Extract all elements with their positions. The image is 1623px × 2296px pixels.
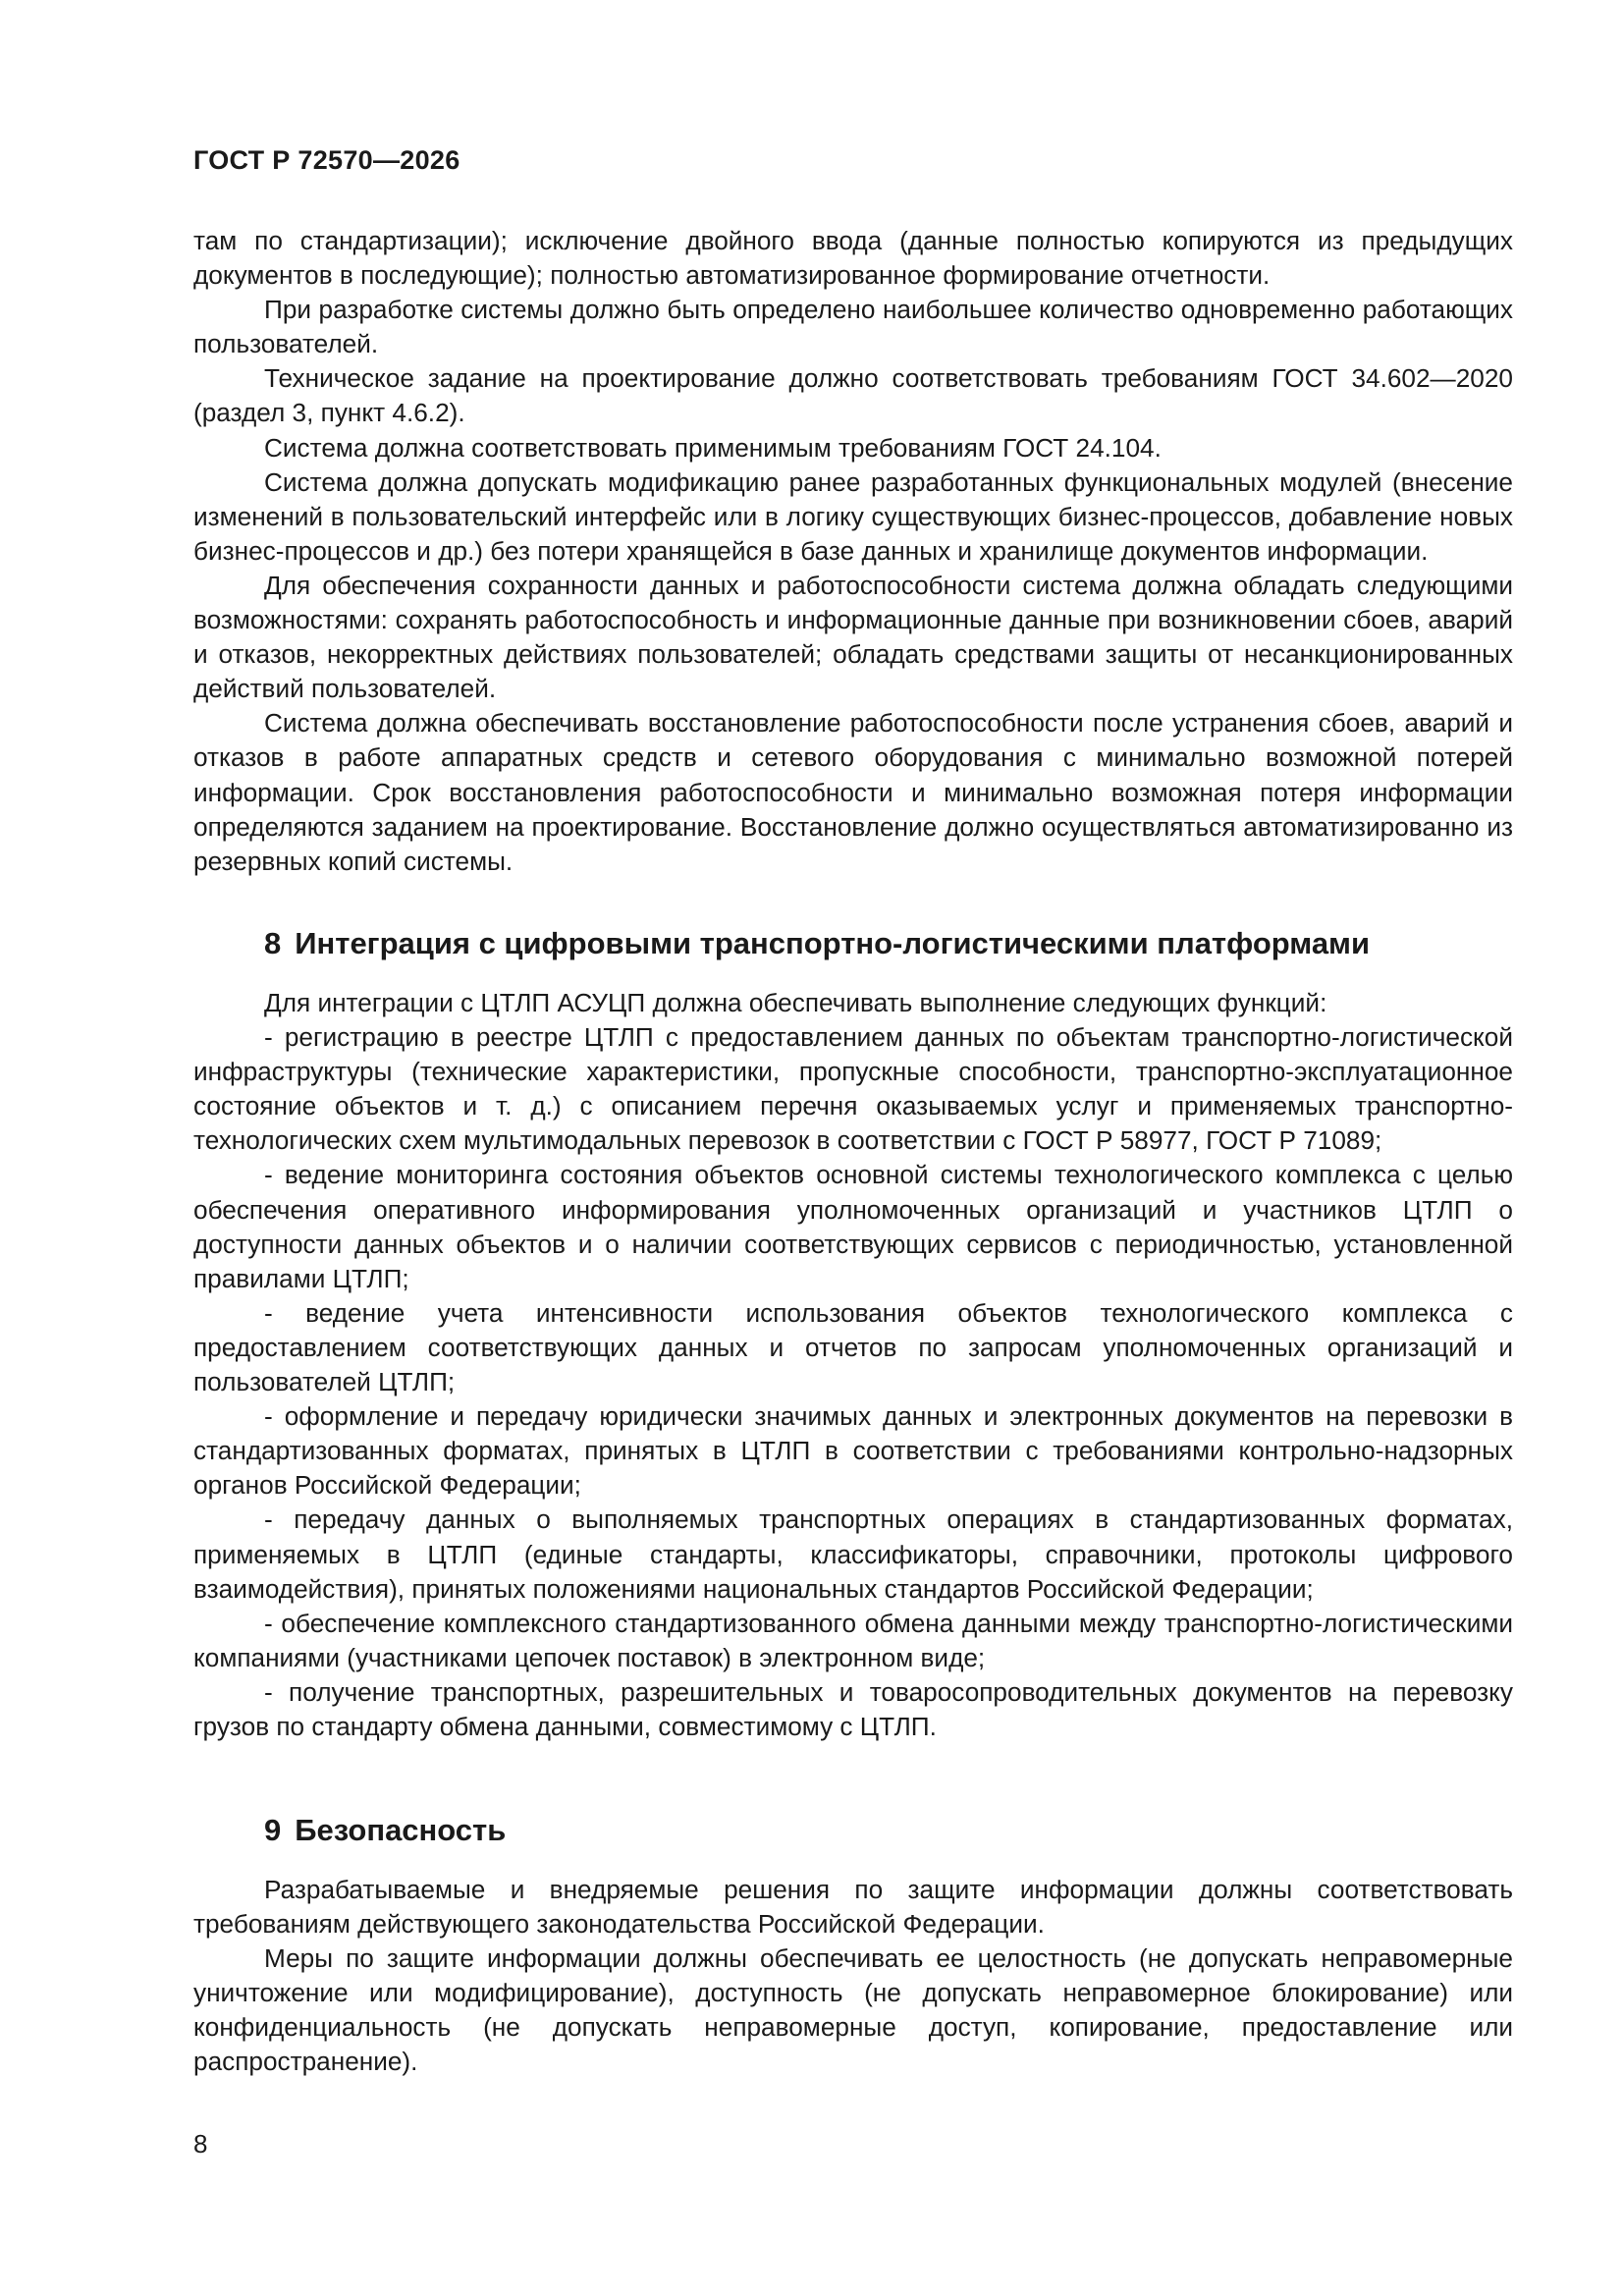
list-item: - передачу данных о выполняемых транспортных операциях в стандартизованных форматах, применяемых в ЦТЛП (единые стандарты, классификаторы, справочники, протоколы цифрового взаимодействия), принятых положениями национальных стандартов Российской Федерации; xyxy=(193,1504,1513,1604)
section-8-body xyxy=(193,986,1513,1744)
page-number: 8 xyxy=(193,2129,208,2159)
paragraph: Система должна соответствовать применимым требованиям ГОСТ 24.104. xyxy=(264,432,1162,463)
paragraph: Система должна допускать модификацию ранее разработанных функциональных модулей (внесение изменений в пользовательский интерфейс или в логику существующих бизнес-процессов, добавление новых бизнес-процессов и др.) без потери хранящейся в базе данных и хранилище документов информации. xyxy=(193,466,1513,566)
list-item: - обеспечение комплексного стандартизованного обмена данными между транспортно-логистическими компаниями (участниками цепочек поставок) в электронном виде; xyxy=(193,1608,1513,1672)
section-9-body xyxy=(193,1873,1513,2080)
paragraph: При разработке системы должно быть определено наибольшее количество одновременно работающих пользователей. xyxy=(193,295,1513,359)
section-7-continuation xyxy=(193,224,1513,879)
list-item: - ведение мониторинга состояния объектов основной системы технологического комплекса с целью обеспечения оперативного информирования уполномоченных организаций и участников ЦТЛП о доступности данных объектов и о наличии соответствующих сервисов с периодичностью, установленной правилами ЦТЛП; xyxy=(193,1160,1513,1293)
list-item: - ведение учета интенсивности использования объектов технологического комплекса с предоставлением соответствующих данных и отчетов по запросам уполномоченных организаций и пользователей ЦТЛП; xyxy=(193,1297,1513,1397)
section-title: Интеграция с цифровыми транспортно-логистическими платформами xyxy=(295,926,1371,960)
paragraph: Система должна обеспечивать восстановление работоспособности после устранения сбоев, аварий и отказов в работе аппаратных средств и сетевого оборудования с минимально возможной потерей информации. Срок восстановления работоспособности и минимально возможная потеря информации определяются заданием на проектирование. Восстановление должно осуществляться автоматизированно из резервных копий системы. xyxy=(193,708,1513,876)
section-8-heading xyxy=(264,928,1370,958)
paragraph: Меры по защите информации должны обеспечивать ее целостность (не допускать неправомерные уничтожение или модифицирование), доступность (не допускать неправомерное блокирование) или конфиденциальность (не допускать неправомерные доступ, копирование, предоставление или распространение). xyxy=(193,1943,1513,2077)
paragraph: Для обеспечения сохранности данных и работоспособности система должна обладать следующими возможностями: сохранять работоспособность и информационные данные при возникновении сбоев, аварий и отказов, некорректных действиях пользователей; обладать средствами защиты от несанкционированных действий пользователей. xyxy=(193,570,1513,704)
paragraph: Разрабатываемые и внедряемые решения по защите информации должны соответствовать требованиям действующего законодательства Российской Федерации. xyxy=(193,1875,1513,1940)
document-header-standard-id: ГОСТ Р 72570—2026 xyxy=(193,145,460,175)
section-number: 9 xyxy=(264,1813,282,1847)
section-number: 8 xyxy=(264,926,282,960)
paragraph-intro: Для интеграции с ЦТЛП АСУЦП должна обеспечивать выполнение следующих функций: xyxy=(264,988,1327,1017)
paragraph: там по стандартизации); исключение двойного ввода (данные полностью копируются из предыдущих документов в последующие); полностью автоматизированное формирование отчетности. xyxy=(193,226,1513,291)
section-title: Безопасность xyxy=(295,1813,507,1847)
paragraph: Техническое задание на проектирование должно соответствовать требованиям ГОСТ 34.602—2020 (раздел 3, пункт 4.6.2). xyxy=(193,363,1513,428)
section-9-heading xyxy=(264,1815,506,1845)
list-item: - получение транспортных, разрешительных и товаросопроводительных документов на перевозку грузов по стандарту обмена данными, совместимому с ЦТЛП. xyxy=(193,1676,1513,1741)
list-item: - регистрацию в реестре ЦТЛП с предоставлением данных по объектам транспортно-логистической инфраструктуры (технические характеристики, пропускные способности, транспортно-эксплуатационное состояние объектов и т. д.) с описанием перечня оказываемых услуг и применяемых транспортно-технологических схем мультимодальных перевозок в соответствии с ГОСТ Р 58977, ГОСТ Р 71089; xyxy=(193,1022,1513,1156)
list-item: - оформление и передачу юридически значимых данных и электронных документов на перевозки в стандартизованных форматах, принятых в ЦТЛП в соответствии с требованиями контрольно-надзорных органов Российской Федерации; xyxy=(193,1401,1513,1501)
